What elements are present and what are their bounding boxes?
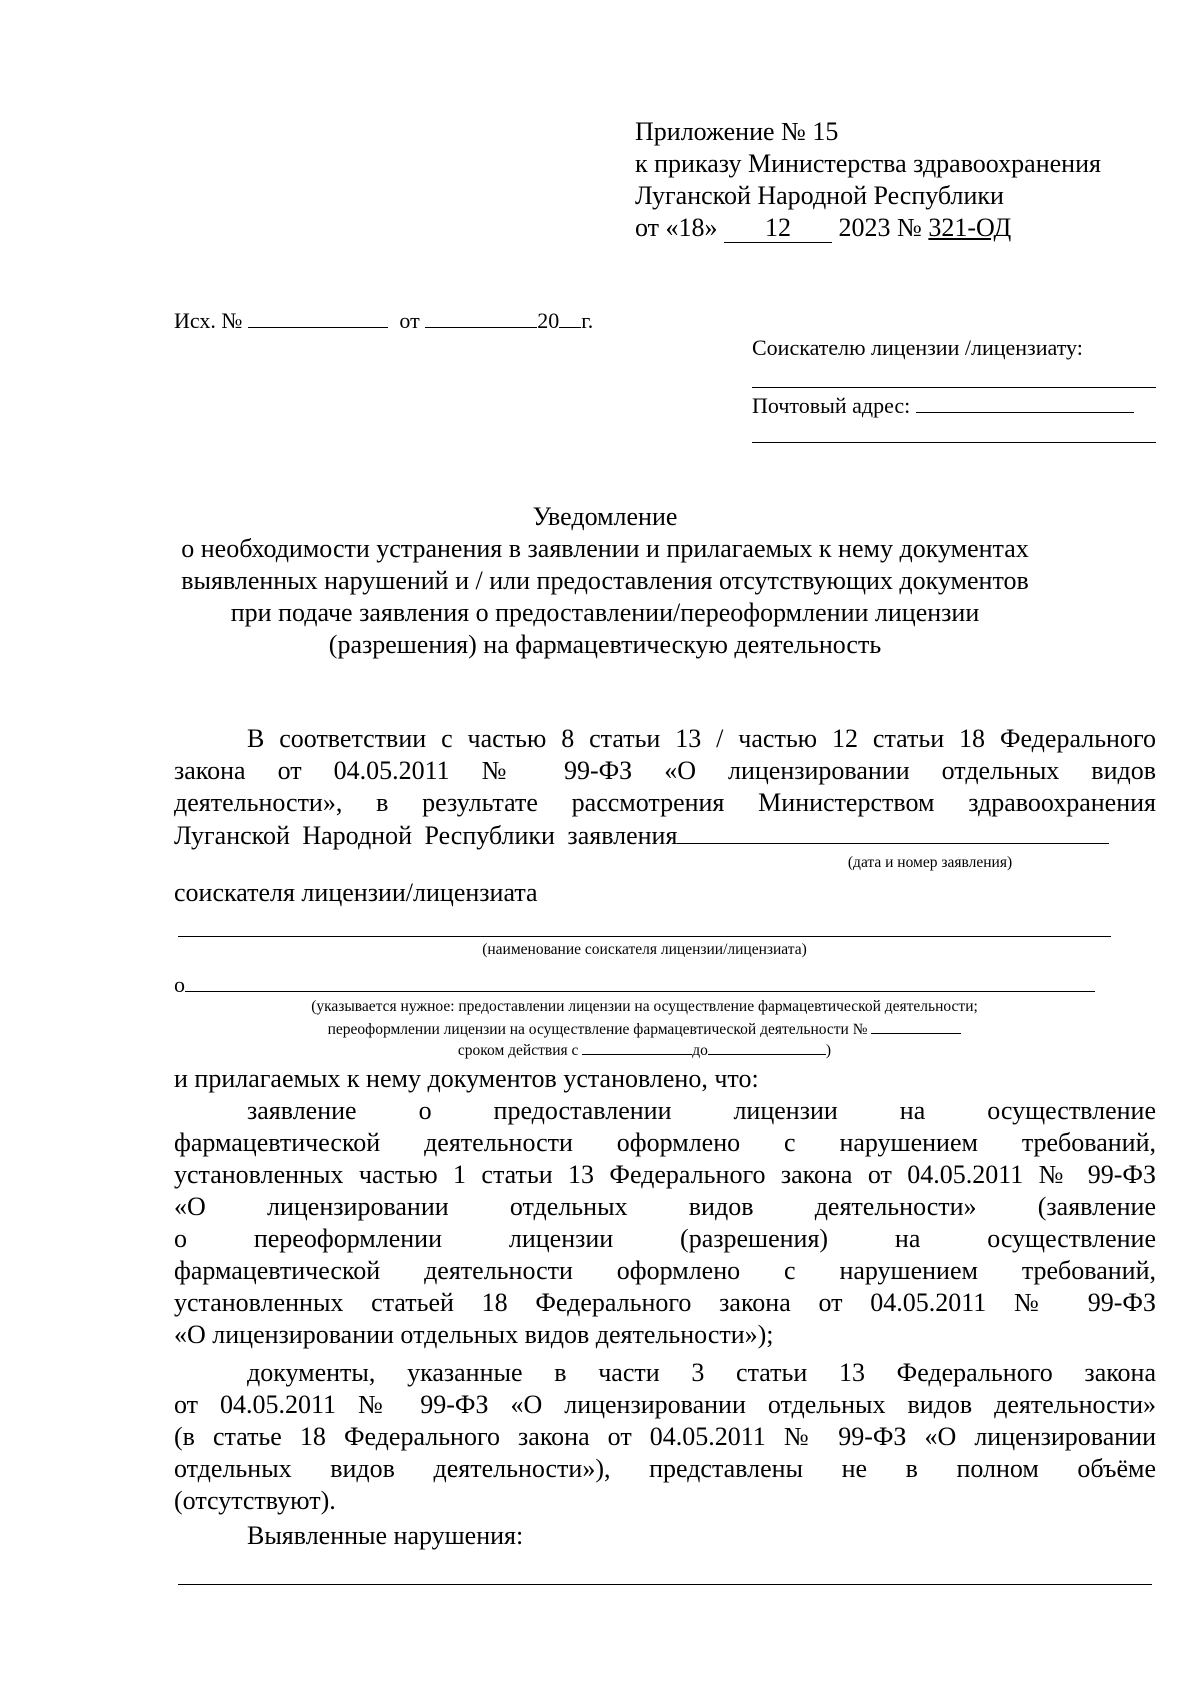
- order-month: 12: [724, 214, 832, 243]
- para1-line-2: фармацевтической деятельности оформлено с нарушением требований,: [174, 1128, 1156, 1157]
- para1-line-5: о переоформлении лицензии (разрешения) на осуществление: [174, 1224, 1156, 1253]
- order-number: 321-ОД: [928, 213, 1012, 242]
- intro-line-3: деятельности», в результате рассмотрения Министерством здравоохранения: [174, 788, 1156, 817]
- address-field[interactable]: [916, 390, 1134, 413]
- intro-line-1: В соответствии с частью 8 статьи 13 / частью 12 статьи 18 Федерального: [247, 724, 1156, 753]
- intro-line-4: [174, 819, 1156, 852]
- order-year-no: 2023 №: [838, 213, 922, 242]
- application-date-field[interactable]: [677, 819, 1109, 844]
- recipient-address: [752, 390, 1134, 420]
- outgoing-label: Исх. №: [174, 308, 243, 333]
- recipient-name-line[interactable]: [752, 387, 1156, 388]
- appendix-order-date: [635, 212, 1175, 244]
- o-line: [174, 969, 1095, 999]
- licence-type-field[interactable]: [185, 969, 1095, 992]
- outgoing-date-field[interactable]: [425, 305, 537, 328]
- para1-line-1: заявление о предоставлении лицензии на осуществление: [247, 1096, 1156, 1125]
- term-from-field[interactable]: [582, 1039, 692, 1055]
- para2-line-1: документы, указанные в части 3 статьи 13 Федерального закона: [247, 1358, 1156, 1387]
- outgoing-year-field[interactable]: [559, 305, 581, 328]
- licence-number-field[interactable]: [871, 1018, 961, 1034]
- appendix-header: [635, 116, 1175, 244]
- hint-term-to: до: [692, 1042, 708, 1059]
- appendix-number: Приложение № 15: [635, 117, 839, 146]
- hint-application-date: (дата и номер заявления): [847, 854, 1013, 871]
- appendix-republic: Луганской Народной Республики: [635, 181, 1004, 210]
- order-date-prefix: от «18»: [635, 213, 718, 242]
- applicant-name-line[interactable]: [178, 936, 1111, 937]
- para1-line-8: «О лицензировании отдельных видов деятельности»);: [174, 1320, 774, 1349]
- outgoing-number-line: [174, 305, 593, 335]
- intro-paragraph: [174, 723, 1156, 852]
- intro-statement-text: Луганской Народной Республики заявления: [174, 821, 678, 850]
- para1-line-3: установленных частью 1 статьи 13 Федерального закона от 04.05.2011 № 99-ФЗ: [174, 1160, 1156, 1189]
- recipient-address-line-2[interactable]: [752, 442, 1156, 443]
- appendix-order-ref: к приказу Министерства здравоохранения: [635, 149, 1101, 178]
- findings-paragraph-1: [174, 1095, 1156, 1351]
- term-to-field[interactable]: [708, 1039, 826, 1055]
- para1-line-6: фармацевтической деятельности оформлено с нарушением требований,: [174, 1256, 1156, 1285]
- outgoing-number-field[interactable]: [248, 305, 388, 328]
- hint-applicant-name: (наименование соискателя лицензии/лицензиата): [482, 941, 807, 958]
- para2-line-5: (отсутствуют).: [174, 1486, 336, 1515]
- violations-label: Выявленные нарушения:: [247, 1521, 524, 1550]
- hint-choice-1: (указывается нужное: предоставлении лицензии на осуществление фармацевтической деятельности;: [311, 998, 978, 1015]
- address-label: Почтовый адрес:: [752, 393, 911, 418]
- hint-term: [178, 1039, 1111, 1061]
- hint-choice-2-text: переоформлении лицензии на осуществление фармацевтической деятельности №: [327, 1021, 868, 1038]
- violations-line[interactable]: [178, 1584, 1152, 1585]
- para1-line-4: «О лицензировании отдельных видов деятельности» (заявление: [174, 1192, 1156, 1221]
- notice-subtitle-3: при подаче заявления о предоставлении/переоформлении лицензии: [230, 598, 980, 627]
- outgoing-year: 20: [537, 308, 560, 333]
- o-label: о: [174, 972, 185, 997]
- para2-line-4: отдельных видов деятельности»), представлены не в полном объёме: [174, 1454, 1156, 1483]
- hint-term-close: ): [825, 1042, 832, 1059]
- para2-line-3: (в статье 18 Федерального закона от 04.05.2011 № 99-ФЗ «О лицензировании: [174, 1422, 1156, 1451]
- established-line: и прилагаемых к нему документов установлено, что:: [174, 1064, 759, 1093]
- hint-choice-2: [178, 1018, 1111, 1040]
- findings-paragraph-2: [174, 1357, 1156, 1517]
- applicant-label: соискателя лицензии/лицензиата: [174, 878, 538, 907]
- hint-term-from: сроком действия с: [457, 1042, 579, 1059]
- recipient-label: Соискателю лицензии /лицензиату:: [752, 335, 1083, 360]
- notice-subtitle-4: (разрешения) на фармацевтическую деятельность: [328, 630, 882, 659]
- notice-subtitle-1: о необходимости устранения в заявлении и прилагаемых к нему документах: [181, 534, 1029, 563]
- outgoing-year-suffix: г.: [581, 308, 594, 333]
- intro-line-2: закона от 04.05.2011 № 99-ФЗ «О лицензировании отдельных видов: [174, 756, 1156, 785]
- para2-line-2: от 04.05.2011 № 99-ФЗ «О лицензировании отдельных видов деятельности»: [174, 1390, 1156, 1419]
- notice-subtitle-2: выявленных нарушений и / или предоставления отсутствующих документов: [181, 566, 1029, 595]
- para1-line-7: установленных статьей 18 Федерального закона от 04.05.2011 № 99-ФЗ: [174, 1288, 1156, 1317]
- notice-title: [150, 501, 1060, 661]
- notice-heading: Уведомление: [532, 502, 678, 531]
- outgoing-from: от: [399, 308, 420, 333]
